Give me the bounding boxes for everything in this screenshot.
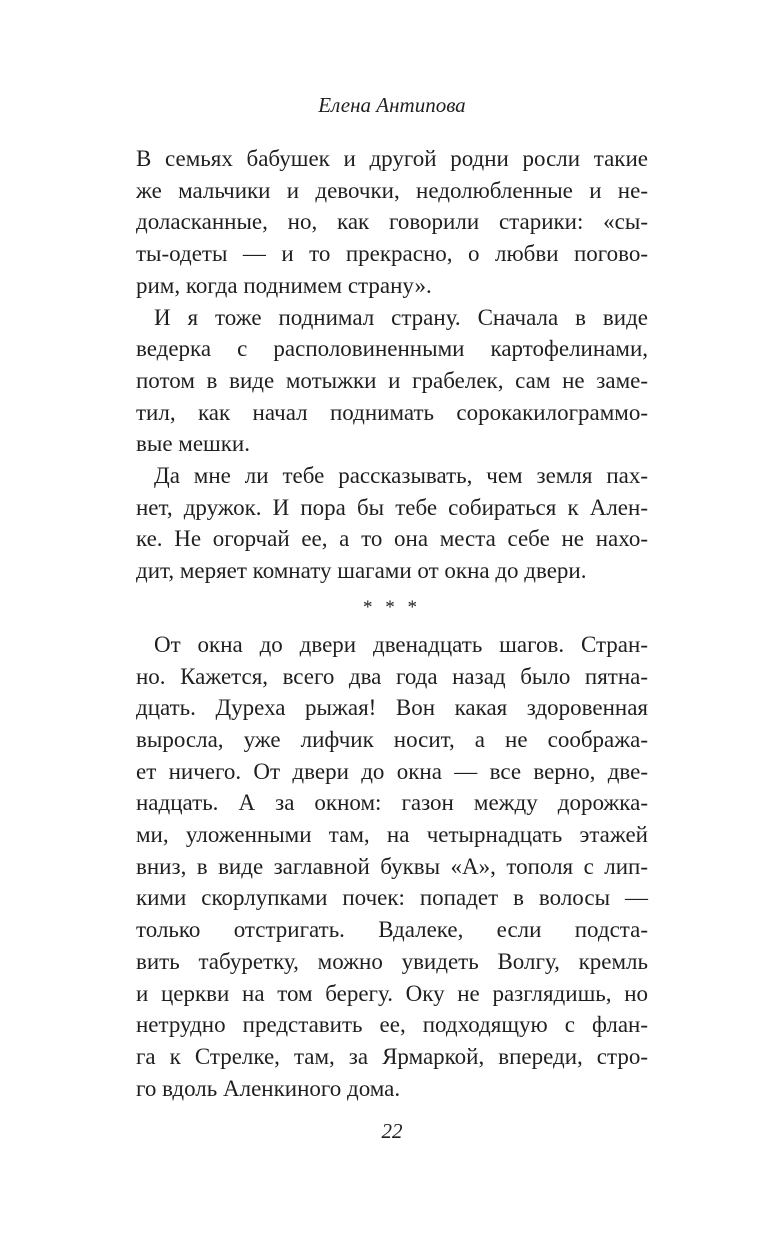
text-line: ке. Не огорчай ее, а то она места себе не нахо-	[136, 526, 648, 552]
text-line: вые мешки.	[136, 431, 250, 457]
running-header-author: Елена Антипова	[318, 93, 466, 117]
text-line: нет, дружок. И пора бы тебе собираться к Ален-	[136, 494, 648, 520]
text-line: но. Кажется, всего два года назад было пятна-	[136, 663, 648, 689]
page-number: 22	[381, 1119, 403, 1144]
text-line: надцать. А за окном: газон между дорожка-	[136, 790, 648, 816]
paragraph	[136, 302, 648, 461]
content-column	[136, 0, 648, 1144]
text-line: дит, меряет комнату шагами от окна до двери.	[136, 558, 587, 584]
text-line: ты-одеты — и то прекрасно, о любви погово-	[136, 241, 648, 267]
text-line: го вдоль Аленкиного дома.	[136, 1075, 401, 1101]
text-line: дцать. Дуреха рыжая! Вон какая здоровенная	[136, 695, 648, 721]
text-line: Да мне ли тебе рассказывать, чем земля пах-	[154, 463, 648, 489]
text-line: и церкви на том берегу. Оку не разглядишь, но	[136, 980, 648, 1006]
text-line: нетрудно представить ее, подходящую с флан-	[136, 1012, 648, 1038]
text-line: ет ничего. От двери до окна — все верно, две-	[136, 758, 648, 784]
paragraph	[136, 629, 648, 1105]
text-line: вниз, в виде заглавной буквы «А», тополя с лип-	[136, 853, 648, 879]
text-line: От окна до двери двенадцать шагов. Стран-	[154, 631, 648, 657]
text-line: ми, уложенными там, на четырнадцать этажей	[136, 822, 648, 848]
text-line: В семьях бабушек и другой родни росли такие	[136, 146, 648, 171]
text-line: га к Стрелке, там, за Ярмаркой, впереди, стро-	[136, 1043, 648, 1069]
paragraph	[136, 143, 648, 302]
text-line: И я тоже поднимал страну. Сначала в виде	[154, 304, 648, 330]
text-line: вить табуретку, можно увидеть Волгу, кремль	[136, 948, 648, 974]
text-line: доласканные, но, как говорили старики: «сы-	[136, 209, 648, 235]
text-line: же мальчики и девочки, недолюбленные и не-	[136, 177, 648, 203]
section-separator: * * *	[363, 596, 421, 618]
text-line: кими скорлупками почек: попадет в волосы —	[136, 885, 648, 911]
text-line: только отстригать. Вдалеке, если подста-	[136, 917, 648, 943]
text-line: тил, как начал поднимать сорокакилограммо-	[136, 399, 648, 425]
text-line: выросла, уже лифчик носит, а не сообража-	[136, 726, 648, 752]
text-line: потом в виде мотыжки и грабелек, сам не заме-	[136, 367, 648, 393]
text-line: рим, когда поднимем страну».	[136, 272, 432, 298]
text-block	[136, 143, 648, 1104]
paragraph	[136, 460, 648, 587]
text-line: ведерка с располовиненными картофелинами,	[136, 336, 648, 362]
